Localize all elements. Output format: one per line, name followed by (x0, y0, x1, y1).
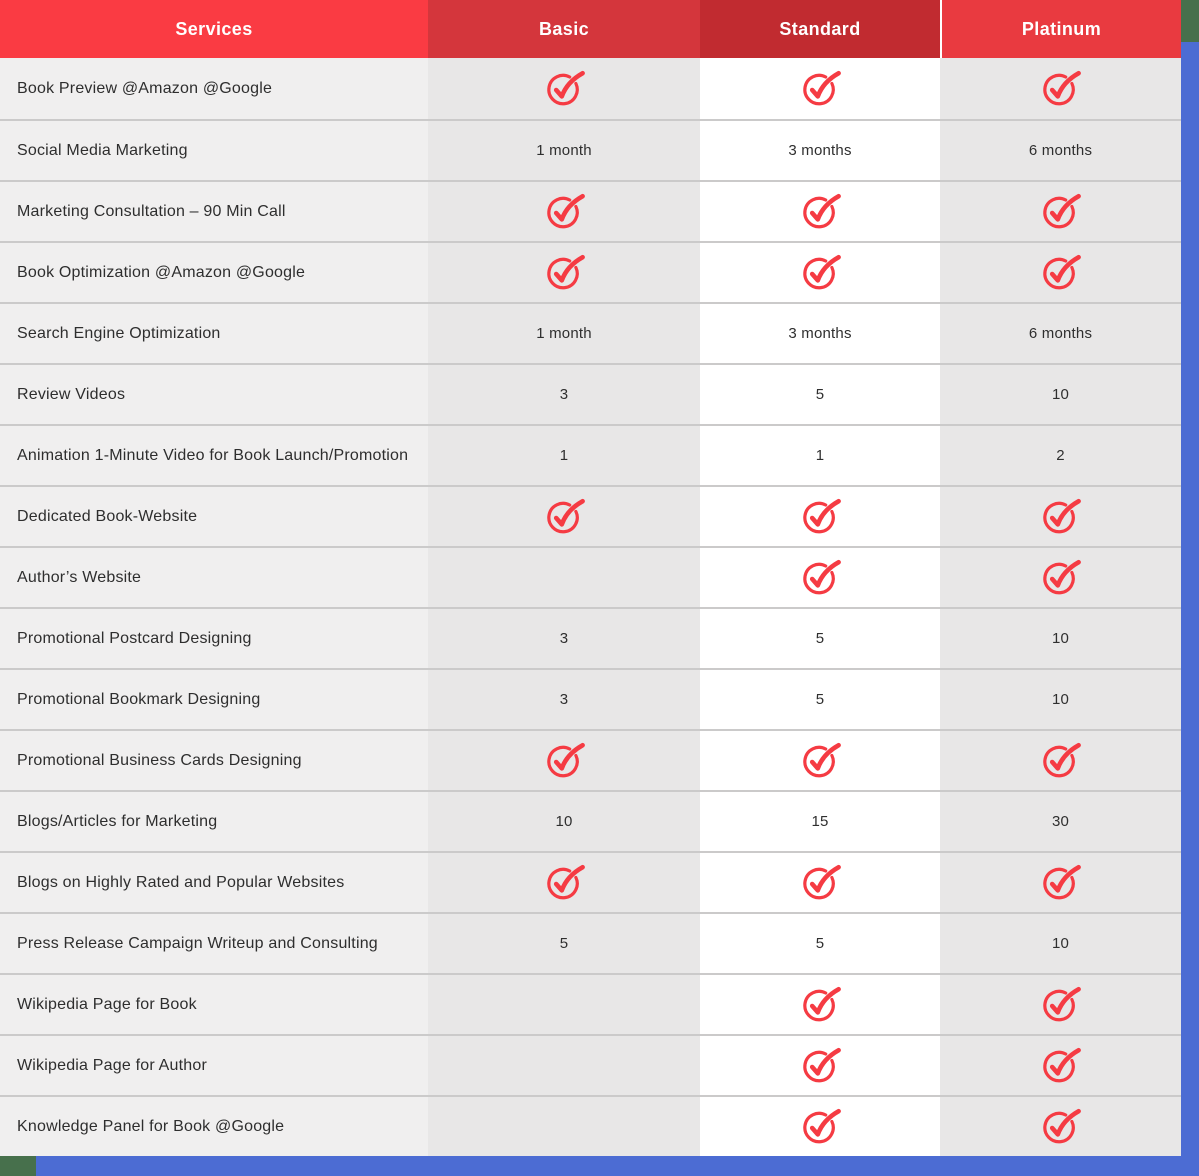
table-row (0, 424, 1181, 485)
service-name: Blogs/Articles for Marketing (0, 792, 428, 851)
check-icon (544, 742, 585, 780)
check-icon (544, 864, 585, 902)
check-icon (800, 986, 841, 1024)
table-row (0, 851, 1181, 912)
basic-plan-value (428, 487, 700, 546)
check-icon (1040, 498, 1081, 536)
basic-plan-value: 10 (428, 792, 700, 851)
check-icon (1040, 254, 1081, 292)
platinum-plan-value (940, 1036, 1181, 1095)
platinum-plan-value (940, 1097, 1181, 1156)
check-icon (800, 742, 841, 780)
check-icon (800, 1047, 841, 1085)
standard-plan-value (700, 487, 940, 546)
column-header-services: Services (0, 0, 428, 58)
check-icon (800, 1108, 841, 1146)
standard-plan-value: 5 (700, 365, 940, 424)
column-header-platinum: Platinum (940, 0, 1181, 58)
right-accent-bar (1181, 42, 1199, 1176)
standard-plan-value: 15 (700, 792, 940, 851)
check-icon (544, 254, 585, 292)
column-header-basic: Basic (428, 0, 700, 58)
check-icon (800, 254, 841, 292)
table-row (0, 973, 1181, 1034)
table-row (0, 180, 1181, 241)
standard-plan-value (700, 1036, 940, 1095)
standard-plan-value (700, 182, 940, 241)
service-name: Review Videos (0, 365, 428, 424)
table-row (0, 668, 1181, 729)
basic-plan-value (428, 731, 700, 790)
service-name: Promotional Postcard Designing (0, 609, 428, 668)
service-name: Wikipedia Page for Book (0, 975, 428, 1034)
service-name: Wikipedia Page for Author (0, 1036, 428, 1095)
column-header-standard: Standard (700, 0, 940, 58)
service-name: Marketing Consultation – 90 Min Call (0, 182, 428, 241)
service-name: Search Engine Optimization (0, 304, 428, 363)
standard-plan-value: 5 (700, 609, 940, 668)
platinum-plan-value: 30 (940, 792, 1181, 851)
basic-plan-value (428, 182, 700, 241)
service-name: Promotional Business Cards Designing (0, 731, 428, 790)
table-body (0, 58, 1181, 1156)
platinum-plan-value (940, 975, 1181, 1034)
standard-plan-value: 5 (700, 670, 940, 729)
check-icon (544, 498, 585, 536)
top-right-green-block (1181, 0, 1199, 42)
platinum-plan-value: 6 months (940, 304, 1181, 363)
basic-plan-value (428, 58, 700, 119)
standard-plan-value (700, 243, 940, 302)
table-row (0, 485, 1181, 546)
check-icon (1040, 559, 1081, 597)
check-icon (1040, 742, 1081, 780)
check-icon (1040, 986, 1081, 1024)
basic-plan-value: 1 (428, 426, 700, 485)
platinum-plan-value (940, 182, 1181, 241)
basic-plan-value: 5 (428, 914, 700, 973)
service-name: Blogs on Highly Rated and Popular Websites (0, 853, 428, 912)
table-row (0, 58, 1181, 119)
basic-plan-value (428, 243, 700, 302)
standard-plan-value: 3 months (700, 121, 940, 180)
table-row (0, 790, 1181, 851)
basic-plan-value (428, 548, 700, 607)
platinum-plan-value: 10 (940, 609, 1181, 668)
standard-plan-value (700, 548, 940, 607)
service-name: Dedicated Book-Website (0, 487, 428, 546)
basic-plan-value: 3 (428, 670, 700, 729)
platinum-plan-value: 10 (940, 365, 1181, 424)
basic-plan-value: 3 (428, 609, 700, 668)
table-row (0, 607, 1181, 668)
table-row (0, 302, 1181, 363)
basic-plan-value (428, 853, 700, 912)
table-row (0, 1034, 1181, 1095)
basic-plan-value: 1 month (428, 304, 700, 363)
table-header-row (0, 0, 1181, 58)
platinum-plan-value (940, 853, 1181, 912)
table-row (0, 363, 1181, 424)
bottom-left-green-block (0, 1156, 36, 1176)
bottom-accent-bar (36, 1156, 1199, 1176)
check-icon (800, 559, 841, 597)
service-name: Book Optimization @Amazon @Google (0, 243, 428, 302)
platinum-plan-value (940, 487, 1181, 546)
table-row (0, 912, 1181, 973)
platinum-plan-value (940, 243, 1181, 302)
check-icon (1040, 1047, 1081, 1085)
standard-plan-value (700, 975, 940, 1034)
check-icon (1040, 864, 1081, 902)
platinum-plan-value (940, 58, 1181, 119)
service-name: Social Media Marketing (0, 121, 428, 180)
service-name: Promotional Bookmark Designing (0, 670, 428, 729)
standard-plan-value (700, 1097, 940, 1156)
service-name: Knowledge Panel for Book @Google (0, 1097, 428, 1156)
table-row (0, 241, 1181, 302)
basic-plan-value: 1 month (428, 121, 700, 180)
basic-plan-value (428, 1036, 700, 1095)
service-name: Book Preview @Amazon @Google (0, 58, 428, 119)
check-icon (1040, 1108, 1081, 1146)
table-row (0, 119, 1181, 180)
standard-plan-value: 3 months (700, 304, 940, 363)
table-row (0, 546, 1181, 607)
check-icon (1040, 193, 1081, 231)
standard-plan-value (700, 731, 940, 790)
service-name: Press Release Campaign Writeup and Consulting (0, 914, 428, 973)
check-icon (800, 193, 841, 231)
basic-plan-value (428, 1097, 700, 1156)
table-row (0, 1095, 1181, 1156)
check-icon (544, 193, 585, 231)
platinum-plan-value: 2 (940, 426, 1181, 485)
standard-plan-value: 1 (700, 426, 940, 485)
platinum-plan-value: 6 months (940, 121, 1181, 180)
platinum-plan-value: 10 (940, 914, 1181, 973)
platinum-plan-value: 10 (940, 670, 1181, 729)
check-icon (800, 864, 841, 902)
platinum-plan-value (940, 548, 1181, 607)
basic-plan-value (428, 975, 700, 1034)
check-icon (1040, 70, 1081, 108)
service-name: Author’s Website (0, 548, 428, 607)
check-icon (800, 498, 841, 536)
standard-plan-value (700, 853, 940, 912)
table-row (0, 729, 1181, 790)
check-icon (544, 70, 585, 108)
basic-plan-value: 3 (428, 365, 700, 424)
standard-plan-value (700, 58, 940, 119)
check-icon (800, 70, 841, 108)
platinum-plan-value (940, 731, 1181, 790)
standard-plan-value: 5 (700, 914, 940, 973)
service-name: Animation 1-Minute Video for Book Launch/Promotion (0, 426, 428, 485)
